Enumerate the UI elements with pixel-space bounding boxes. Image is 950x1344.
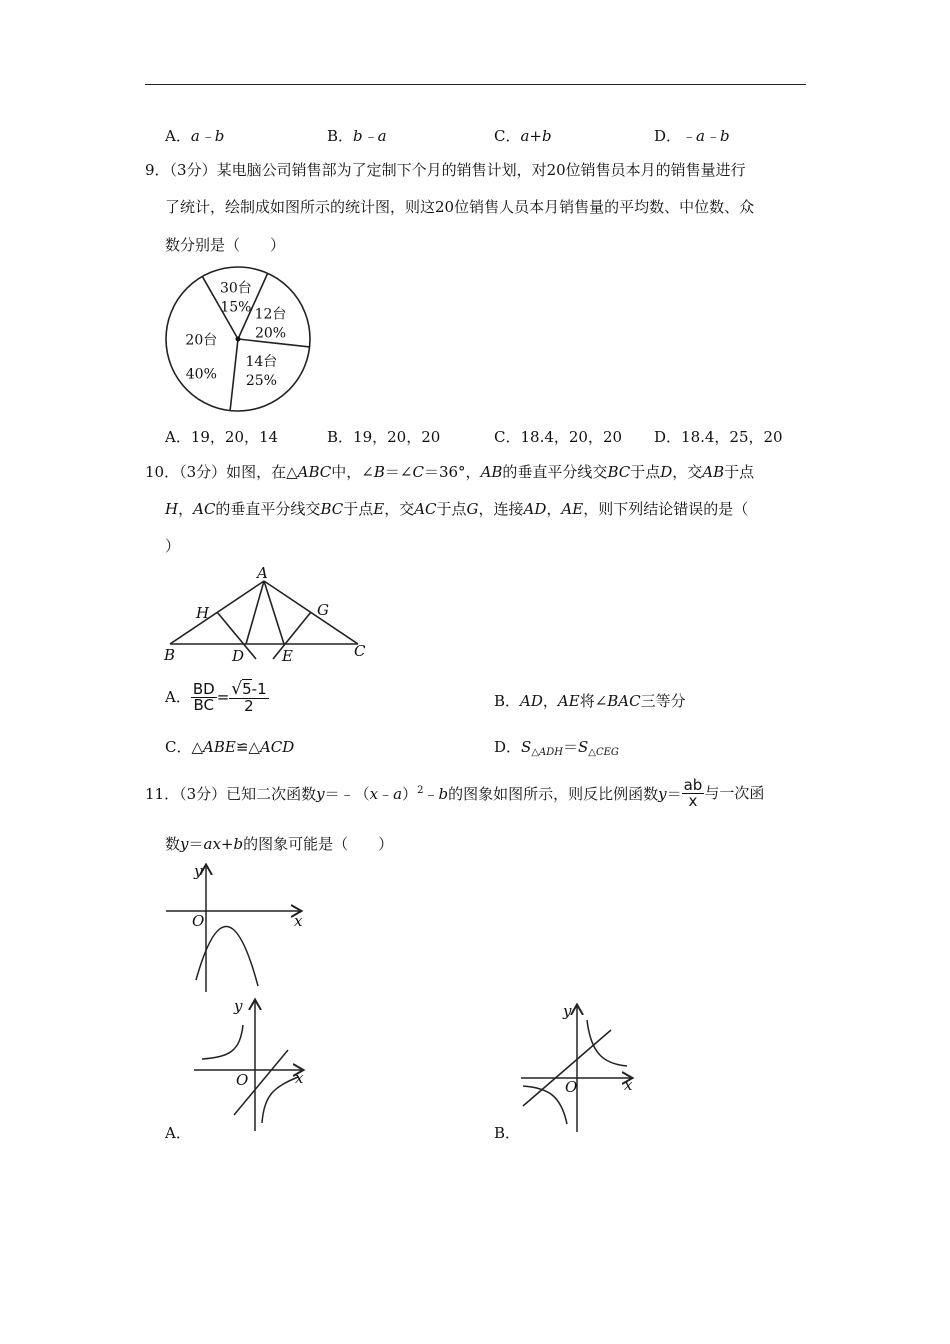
axis-label-y: y <box>194 862 203 880</box>
q9-option-a[interactable]: A．19，20，14 <box>165 428 279 446</box>
q10-option-c[interactable]: C．△ABE≌△ACD <box>165 738 295 756</box>
fraction-bd-bc: $\frac{BD}{BC}$ <box>192 680 215 714</box>
label-g: G <box>317 601 329 619</box>
q11-option-a-graph[interactable] <box>190 995 315 1135</box>
fraction-sqrt5-minus1-over-2: $\frac{√5-1}{2}$ <box>231 679 267 715</box>
origin-label: O <box>192 912 205 930</box>
segment-ae <box>264 581 284 644</box>
pie-slice-percent: 20% <box>254 325 287 342</box>
label-b: B <box>164 646 176 664</box>
q8-option-a[interactable]: A．a﹣b <box>165 127 225 145</box>
header-rule <box>145 84 806 85</box>
q11-stem-line2: 数y＝ax+b的图象可能是（ ） <box>165 835 394 853</box>
axis-label-y: y <box>234 997 243 1015</box>
q10-stem-line3: ） <box>165 537 181 555</box>
q9-stem-line2: 了统计，绘制成如图所示的统计图，则这20位销售人员本月销售量的平均数、中位数、众 <box>165 198 755 216</box>
q9-pie-chart <box>160 262 320 414</box>
origin-label: O <box>236 1071 249 1089</box>
label-e: E <box>282 647 293 664</box>
axis-label-y: y <box>563 1002 572 1020</box>
label-c: C <box>354 642 366 660</box>
pie-slice-percent: 25% <box>245 373 277 390</box>
axis-label-x: x <box>624 1076 633 1094</box>
pie-slice-percent: 40% <box>185 366 217 383</box>
origin-label: O <box>565 1078 578 1096</box>
q10-option-b[interactable]: B．AD，AE将∠BAC三等分 <box>494 692 686 710</box>
q8-option-d[interactable]: D．﹣a﹣b <box>654 127 730 145</box>
q9-option-c[interactable]: C．18.4，20，20 <box>494 428 623 446</box>
pie-slice-percent: 15% <box>220 299 252 316</box>
q10-stem-line1: 10．（3分）如图，在△ABC中，∠B＝∠C＝36°，AB的垂直平分线交BC于点D，交AB于点 <box>145 463 755 481</box>
pie-center-dot <box>236 337 241 342</box>
q11-option-a-label[interactable]: A． <box>165 1124 191 1142</box>
q10-option-a[interactable]: A． $\frac{BD}{BC}$ = $\frac{√5-1}{2}$ <box>165 679 267 715</box>
pie-slice-boundary <box>230 339 238 411</box>
q9-stem-line3: 数分别是（ ） <box>165 236 286 254</box>
q10-triangle-figure <box>160 562 375 664</box>
pie-slice-label: 14台 <box>245 354 278 371</box>
label-d: D <box>232 647 245 664</box>
pie-slice-label: 12台 <box>254 306 287 323</box>
q9-option-b[interactable]: B．19，20，20 <box>327 428 441 446</box>
pie-slice-label: 20台 <box>185 332 218 349</box>
q11-option-b-graph[interactable] <box>515 1000 640 1135</box>
q11-parabola-figure <box>160 860 310 995</box>
hyperbola-branch-2 <box>262 1077 298 1123</box>
label-a: A <box>257 564 268 582</box>
fraction-ab-over-x: $\frac{ab}{x}$ <box>683 776 703 810</box>
q10-stem-line2: H，AC的垂直平分线交BC于点E，交AC于点G，连接AD，AE，则下列结论错误的是（ <box>165 500 749 518</box>
label-h: H <box>196 604 210 622</box>
axis-label-x: x <box>294 912 303 930</box>
q9-stem-line1: 9．（3分）某电脑公司销售部为了定制下个月的销售计划，对20位销售员本月的销售量进行 <box>145 161 746 179</box>
q9-option-d[interactable]: D．18.4，25，20 <box>654 428 783 446</box>
q8-option-c[interactable]: C．a+b <box>494 127 552 145</box>
hyperbola-branch-1 <box>202 1025 243 1059</box>
hyperbola-branch-2 <box>523 1086 567 1124</box>
q8-option-b[interactable]: B．b﹣a <box>327 127 387 145</box>
q11-stem-line1: 11．（3分）已知二次函数y＝﹣（x﹣a）$^2$﹣b的图象如图所示，则反比例函数y＝ $\frac{ab}{x}$ 与一次函 <box>145 776 765 810</box>
pie-slice-label: 30台 <box>219 280 252 297</box>
axis-label-x: x <box>295 1069 304 1087</box>
hyperbola-branch-1 <box>587 1020 627 1066</box>
pie-group <box>166 267 310 411</box>
q10-option-d[interactable]: D．$S_{\triangle ADH}=S_{\triangle CEG}$ <box>494 738 619 758</box>
q11-option-b-label[interactable]: B． <box>494 1124 521 1142</box>
